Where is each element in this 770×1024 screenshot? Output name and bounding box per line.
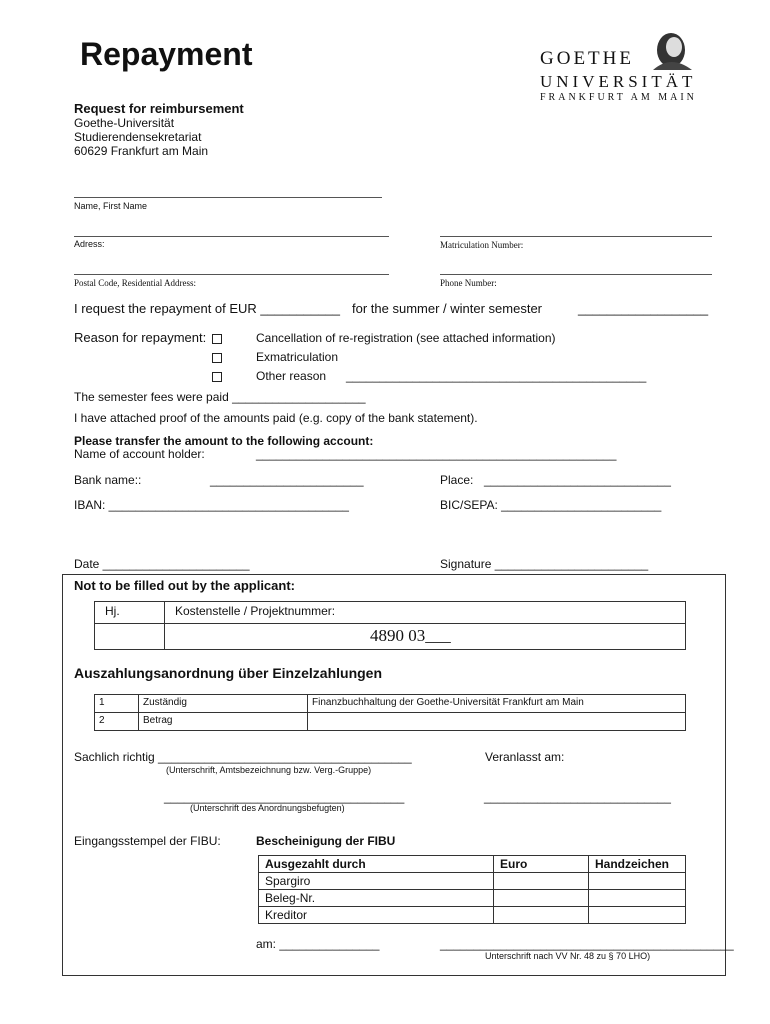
address-line: 60629 Frankfurt am Main [74, 144, 209, 158]
row-number: 1 [95, 695, 139, 713]
kostenstelle-label: Kostenstelle / Projektnummer: [175, 604, 336, 618]
fibu-header: Euro [494, 856, 589, 873]
kostenstelle-table [94, 601, 686, 650]
semester-blank[interactable]: __________________ [578, 301, 709, 316]
fees-paid-text[interactable]: The semester fees were paid ____________________ [74, 390, 366, 404]
address-label: Adress: [74, 239, 105, 249]
am-date-field[interactable]: am: _______________ [256, 937, 380, 951]
anordnung-blank[interactable]: ____________________________________ [164, 790, 405, 804]
matriculation-input-line[interactable] [440, 236, 712, 237]
logo-line-3: FRANKFURT AM MAIN [540, 92, 697, 103]
name-input-line[interactable] [74, 197, 382, 198]
row-number: 2 [95, 713, 139, 731]
row-label: Zuständig [139, 695, 308, 713]
auszahlung-heading: Auszahlungsanordnung über Einzelzahlungen [74, 665, 383, 681]
fibu-euro-cell[interactable] [494, 907, 589, 924]
reason-option-cancellation: Cancellation of re-registration (see attached information) [256, 331, 556, 345]
checkbox-exmatriculation[interactable] [212, 353, 222, 363]
place-label: Place: [440, 473, 474, 487]
fibu-row-label: Spargiro [259, 873, 494, 890]
phone-input-line[interactable] [440, 274, 712, 275]
hj-label: Hj. [105, 604, 120, 618]
row-label: Betrag [139, 713, 308, 731]
postal-label: Postal Code, Residential Address: [74, 278, 196, 288]
project-number: 4890 03___ [370, 626, 451, 645]
postal-input-line[interactable] [74, 274, 389, 275]
checkbox-cancellation[interactable] [212, 334, 222, 344]
auszahlung-table [94, 694, 686, 731]
fibu-euro-cell[interactable] [494, 873, 589, 890]
account-holder-label: Name of account holder: [74, 447, 205, 461]
eingangsstempel-label: Eingangsstempel der FIBU: [74, 834, 221, 848]
fibu-signature-line[interactable]: ____________________________________________ [440, 937, 734, 951]
repayment-request-text: I request the repayment of EUR ___________ [74, 301, 340, 316]
subtitle: Request for reimbursement [74, 101, 244, 116]
place-blank[interactable]: ____________________________ [484, 473, 671, 487]
name-label: Name, First Name [74, 201, 148, 211]
page-title: Repayment [80, 36, 253, 72]
goethe-portrait-icon [648, 30, 694, 70]
address-line: Goethe-Universität [74, 116, 175, 130]
bescheinigung-label: Bescheinigung der FIBU [256, 834, 396, 848]
fibu-handzeichen-cell[interactable] [589, 907, 686, 924]
checkbox-other-reason[interactable] [212, 372, 222, 382]
sachlich-richtig-field[interactable]: Sachlich richtig ______________________________________ [74, 750, 412, 764]
bic-field[interactable]: BIC/SEPA: ________________________ [440, 498, 662, 512]
veranlasst-blank[interactable]: ____________________________ [484, 790, 671, 804]
fibu-footer-note: Unterschrift nach VV Nr. 48 zu § 70 LHO) [485, 951, 651, 961]
signature-field[interactable]: Signature _______________________ [440, 557, 649, 571]
semester-text: for the summer / winter semester [352, 301, 542, 316]
bank-name-label: Bank name:: [74, 473, 142, 487]
fibu-euro-cell[interactable] [494, 890, 589, 907]
address-line: Studierendensekretariat [74, 130, 202, 144]
bank-name-blank[interactable]: _______________________ [210, 473, 364, 487]
phone-label: Phone Number: [440, 278, 497, 288]
reason-option-other: Other reason [256, 369, 327, 383]
fibu-header: Handzeichen [589, 856, 686, 873]
fibu-row-label: Kreditor [259, 907, 494, 924]
university-logo [540, 30, 710, 105]
kostenstelle-cell [165, 602, 686, 624]
fibu-header: Ausgezahlt durch [259, 856, 494, 873]
fibu-handzeichen-cell[interactable] [589, 873, 686, 890]
proof-text: I have attached proof of the amounts paid (e.g. copy of the bank statement). [74, 411, 478, 425]
hj-value-cell[interactable] [95, 624, 165, 650]
other-reason-blank[interactable]: _____________________________________________ [346, 369, 647, 383]
anordnung-sub-label: (Unterschrift des Anordnungsbefugten) [190, 803, 345, 813]
fibu-row-label: Beleg-Nr. [259, 890, 494, 907]
amount-cell[interactable] [308, 713, 686, 731]
project-number-cell[interactable] [165, 624, 686, 650]
logo-line-1: GOETHE [540, 48, 634, 69]
account-heading: Please transfer the amount to the following account: [74, 434, 374, 448]
iban-field[interactable]: IBAN: ____________________________________ [74, 498, 349, 512]
date-field[interactable]: Date ______________________ [74, 557, 250, 571]
sachlich-sub-label: (Unterschrift, Amtsbezeichnung bzw. Verg.-Gruppe) [166, 765, 372, 775]
hj-cell [95, 602, 165, 624]
account-holder-blank[interactable]: ______________________________________________________ [256, 447, 617, 461]
matriculation-label: Matriculation Number: [440, 240, 524, 250]
reason-label: Reason for repayment: [74, 330, 207, 345]
reason-option-exmatriculation: Exmatriculation [256, 350, 339, 364]
row-value: Finanzbuchhaltung der Goethe-Universität Frankfurt am Main [308, 695, 686, 713]
fibu-table [258, 855, 686, 924]
fibu-handzeichen-cell[interactable] [589, 890, 686, 907]
veranlasst-label: Veranlasst am: [485, 750, 565, 764]
logo-line-2: UNIVERSITÄT [540, 72, 697, 91]
address-input-line[interactable] [74, 236, 389, 237]
office-use-heading: Not to be filled out by the applicant: [74, 578, 295, 593]
